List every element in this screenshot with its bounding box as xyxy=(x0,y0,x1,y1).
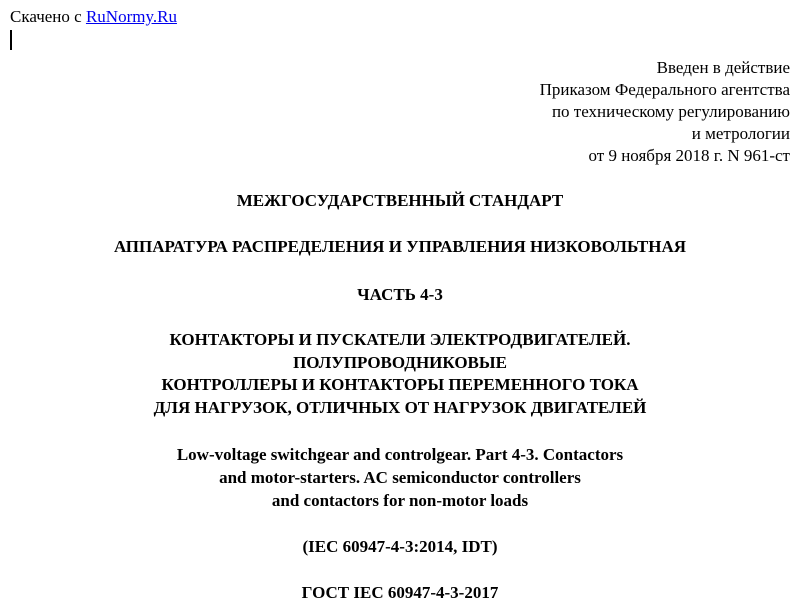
standard-type-heading: МЕЖГОСУДАРСТВЕННЫЙ СТАНДАРТ xyxy=(236,191,564,210)
enactment-line: по техническому регулированию xyxy=(551,102,790,121)
subtitle-line: ДЛЯ НАГРУЗОК, ОТЛИЧНЫХ ОТ НАГРУЗОК ДВИГАТЕЛЕЙ xyxy=(153,397,647,417)
source-prefix: Скачено с xyxy=(10,7,82,26)
enactment-line: и метрологии xyxy=(691,124,790,143)
gost-designation: ГОСТ IEC 60947-4-3-2017 xyxy=(301,583,499,602)
enactment-line: Приказом Федерального агентства xyxy=(539,80,790,99)
english-title-line: and contactors for non-motor loads xyxy=(271,491,529,510)
english-title-line: Low-voltage switchgear and controlgear. Part 4-3. Contactors xyxy=(176,445,624,464)
iec-reference: (IEC 60947-4-3:2014, IDT) xyxy=(302,537,498,556)
subtitle-line: КОНТРОЛЛЕРЫ И КОНТАКТОРЫ ПЕРЕМЕННОГО ТОКА xyxy=(161,375,639,394)
source-line xyxy=(10,7,177,27)
standard-name-heading: АППАРАТУРА РАСПРЕДЕЛЕНИЯ И УПРАВЛЕНИЯ НИЗКОВОЛЬТНАЯ xyxy=(113,237,687,256)
enactment-line: от 9 ноября 2018 г. N 961-ст xyxy=(588,146,790,165)
subtitle-line: КОНТАКТОРЫ И ПУСКАТЕЛИ ЭЛЕКТРОДВИГАТЕЛЕЙ. xyxy=(169,330,631,349)
enactment-line: Введен в действие xyxy=(656,58,790,77)
english-title-line: and motor-starters. AC semiconductor controllers xyxy=(219,468,581,487)
source-link[interactable]: RuNormy.Ru xyxy=(85,7,177,26)
english-title xyxy=(0,443,800,512)
enactment-note xyxy=(540,57,790,167)
standard-part-heading: ЧАСТЬ 4-3 xyxy=(357,285,443,304)
standard-subtitle xyxy=(0,329,800,419)
text-cursor xyxy=(10,30,12,50)
subtitle-line: ПОЛУПРОВОДНИКОВЫЕ xyxy=(293,352,507,372)
